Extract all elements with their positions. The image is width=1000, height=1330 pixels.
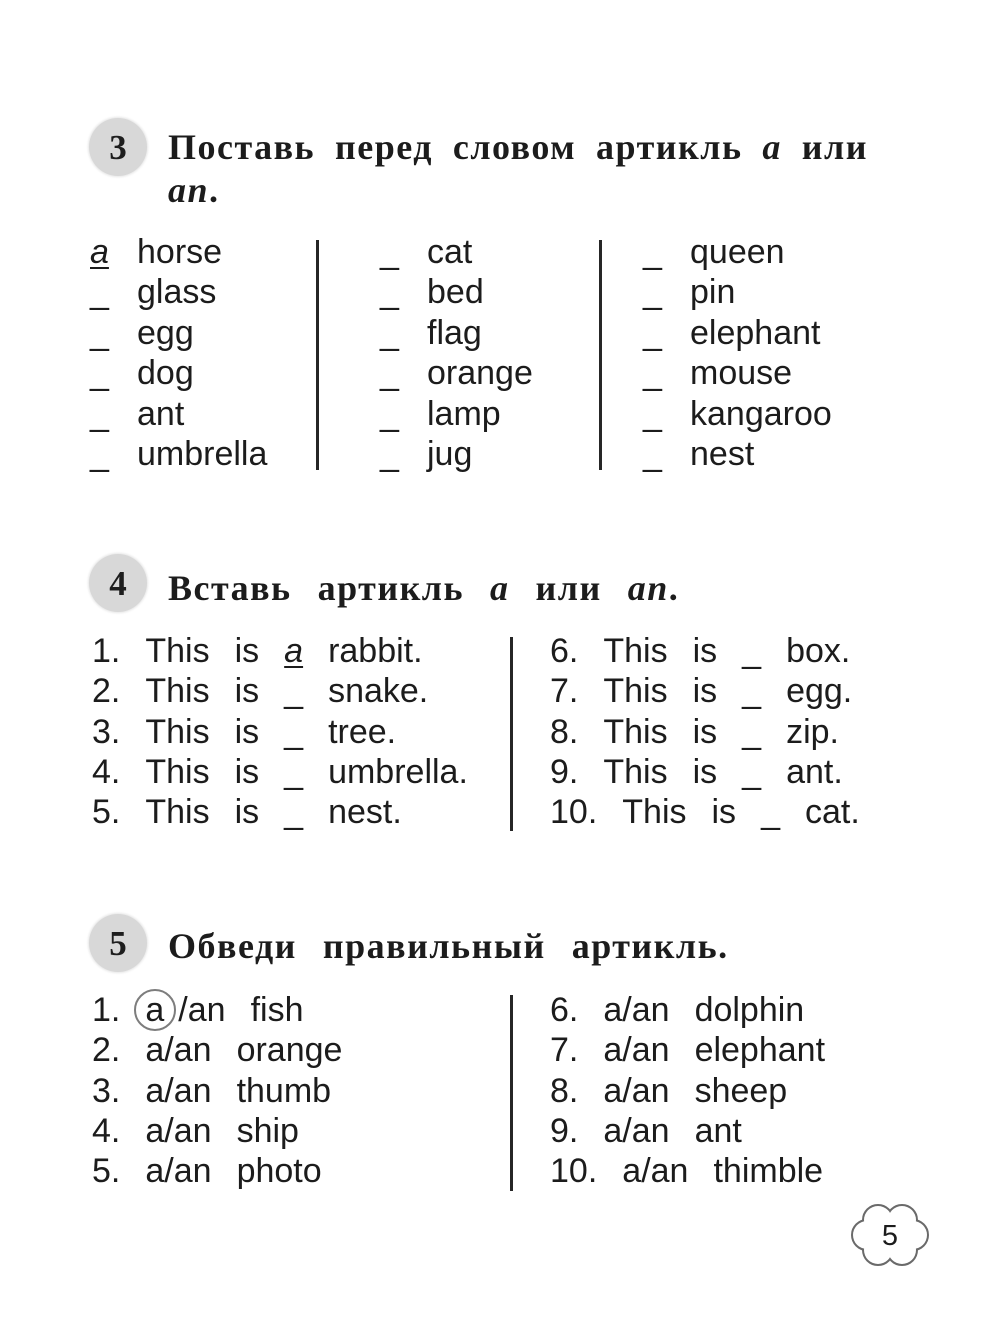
option-an: an xyxy=(173,1031,212,1070)
option-an: an xyxy=(631,1071,670,1110)
title-word: Обведи xyxy=(168,926,297,966)
word: mouse xyxy=(690,354,793,393)
word-item xyxy=(643,232,863,272)
item-number: 10. xyxy=(550,1152,598,1191)
sentence-word-is: is xyxy=(692,672,718,711)
article-blank: _ xyxy=(643,354,662,393)
sentence-word-is: is xyxy=(234,672,260,711)
word: egg xyxy=(137,313,194,352)
sentence-row xyxy=(92,792,468,832)
item-number: 8. xyxy=(550,1071,579,1110)
choice-row xyxy=(550,1151,825,1191)
option-a: a xyxy=(603,1031,623,1070)
sentence-column-right xyxy=(550,631,860,832)
sentence-word-this: This xyxy=(145,793,210,832)
word: glass xyxy=(137,273,217,312)
word: umbrella xyxy=(137,434,268,473)
word-item xyxy=(90,313,310,353)
exercise-title xyxy=(168,926,729,966)
article-blank: _ xyxy=(90,434,109,473)
sentence-word-this: This xyxy=(145,632,210,670)
choice-column-right xyxy=(550,990,825,1191)
article-blank: _ xyxy=(643,313,662,352)
title-ending xyxy=(628,568,680,608)
word: lamp xyxy=(427,394,501,433)
option-a xyxy=(145,990,164,1030)
sentence-word-this: This xyxy=(145,712,210,751)
word-item xyxy=(90,434,310,474)
option-an: an xyxy=(173,1111,212,1150)
article-blank: _ xyxy=(380,273,399,312)
article-blank: _ xyxy=(90,354,109,393)
sentence-noun: tree. xyxy=(328,712,397,751)
choice-word: ship xyxy=(236,1111,299,1150)
word-item xyxy=(90,394,310,434)
title-word: или xyxy=(535,568,602,608)
title-word: Вставь xyxy=(168,568,292,608)
article-options xyxy=(145,1030,211,1070)
article-options xyxy=(145,1151,211,1191)
title-article-a: a xyxy=(762,127,782,167)
word: ant xyxy=(137,394,185,433)
word: horse xyxy=(137,233,223,271)
sentence-word-this: This xyxy=(603,672,668,711)
item-number: 6. xyxy=(550,991,579,1029)
title-word: словом xyxy=(452,127,577,167)
title-word: Поставь xyxy=(168,127,316,167)
word: pin xyxy=(690,273,736,312)
word: queen xyxy=(690,233,785,271)
item-number: 8. xyxy=(550,712,579,751)
sentence-noun: nest. xyxy=(328,793,402,832)
word-item xyxy=(380,394,600,434)
choice-row xyxy=(92,1071,342,1111)
word: cat xyxy=(427,233,473,271)
article-blank: _ xyxy=(284,672,304,711)
option-a-text: a xyxy=(145,991,165,1029)
sentence-row xyxy=(550,671,860,711)
title-word: правильный xyxy=(322,926,546,966)
choice-word: ant xyxy=(694,1111,742,1150)
article-blank: _ xyxy=(643,394,662,433)
article-blank: _ xyxy=(742,712,762,751)
choice-row xyxy=(550,990,825,1030)
sentence-word-this: This xyxy=(622,793,687,832)
sentence-noun: snake. xyxy=(328,672,429,711)
option-separator: / xyxy=(622,1031,632,1070)
article-options xyxy=(145,1111,211,1151)
column-divider xyxy=(599,240,602,470)
choice-row xyxy=(92,1151,342,1191)
option-a: a xyxy=(622,1152,642,1191)
option-separator: / xyxy=(164,1071,174,1110)
choice-row xyxy=(550,1030,825,1070)
sentence-word-is: is xyxy=(234,712,260,751)
option-separator: / xyxy=(178,991,188,1029)
answer-circle xyxy=(134,989,176,1031)
option-an: an xyxy=(631,1031,670,1070)
article-blank: _ xyxy=(742,672,762,711)
article-blank: _ xyxy=(284,712,304,751)
article-blank: _ xyxy=(742,752,762,791)
word-item xyxy=(380,353,600,393)
article-blank: _ xyxy=(742,632,762,670)
sentence-word-is: is xyxy=(692,712,718,751)
article-blank: _ xyxy=(90,273,109,312)
word: bed xyxy=(427,273,484,312)
article-options xyxy=(603,990,669,1030)
title-word: перед xyxy=(334,127,433,167)
exercise-number-badge: 5 xyxy=(89,914,147,972)
choice-row xyxy=(92,1030,342,1070)
option-an: an xyxy=(173,1152,212,1191)
example-answer: a xyxy=(284,632,304,670)
sentence-row xyxy=(92,752,468,792)
sentence-row xyxy=(92,671,468,711)
article-blank: _ xyxy=(380,354,399,393)
word-item xyxy=(380,232,600,272)
title-word: или xyxy=(801,127,868,167)
sentence-word-this: This xyxy=(145,672,210,711)
sentence-word-this: This xyxy=(603,752,668,791)
choice-row xyxy=(92,990,342,1030)
choice-word: dolphin xyxy=(694,991,805,1029)
sentence-word-is: is xyxy=(234,793,260,832)
word: orange xyxy=(427,354,533,393)
article-options xyxy=(622,1151,688,1191)
article-blank: _ xyxy=(284,752,304,791)
choice-word: fish xyxy=(250,991,304,1029)
option-separator: / xyxy=(164,1031,174,1070)
item-number: 5. xyxy=(92,793,121,832)
item-number: 9. xyxy=(550,1111,579,1150)
sentence-noun: zip. xyxy=(786,712,839,751)
word-item xyxy=(643,313,863,353)
word-item xyxy=(380,434,600,474)
article-options xyxy=(603,1030,669,1070)
article-blank: _ xyxy=(643,434,662,473)
item-number: 3. xyxy=(92,712,121,751)
option-a: a xyxy=(145,1071,165,1110)
item-number: 10. xyxy=(550,793,598,832)
option-an: an xyxy=(631,1111,670,1150)
option-a: a xyxy=(145,1031,165,1070)
word-item xyxy=(643,272,863,312)
option-an: an xyxy=(631,991,670,1029)
sentence-noun: rabbit. xyxy=(328,632,423,670)
word-item xyxy=(90,272,310,312)
option-a: a xyxy=(603,1111,623,1150)
word-column-1 xyxy=(90,232,310,474)
page-number: 5 xyxy=(881,1220,899,1252)
item-number: 4. xyxy=(92,1111,121,1150)
choice-row xyxy=(92,1111,342,1151)
example-answer: a xyxy=(90,233,109,271)
item-number: 9. xyxy=(550,752,579,791)
word: dog xyxy=(137,354,194,393)
word: kangaroo xyxy=(690,394,832,433)
sentence-word-is: is xyxy=(711,793,737,832)
choice-word: orange xyxy=(236,1031,343,1070)
option-an: an xyxy=(187,991,226,1029)
choice-word: elephant xyxy=(694,1031,826,1070)
sentence-row xyxy=(92,712,468,752)
option-a: a xyxy=(603,991,623,1029)
page-number-badge xyxy=(850,1203,930,1267)
sentence-noun: ant. xyxy=(786,752,843,791)
word-item xyxy=(643,353,863,393)
option-an: an xyxy=(173,1071,212,1110)
exercise-title-continued xyxy=(168,170,220,210)
choice-row xyxy=(550,1111,825,1151)
item-number: 6. xyxy=(550,632,579,670)
column-divider xyxy=(510,995,513,1191)
title-punctuation: . xyxy=(209,170,220,210)
title-article-an: an xyxy=(168,170,210,210)
choice-word: thimble xyxy=(713,1152,824,1191)
sentence-word-this: This xyxy=(603,632,668,670)
item-number: 1. xyxy=(92,991,121,1029)
item-number: 2. xyxy=(92,1031,121,1070)
word-item xyxy=(643,434,863,474)
sentence-word-is: is xyxy=(692,632,718,670)
article-blank: _ xyxy=(380,434,399,473)
item-number: 3. xyxy=(92,1071,121,1110)
article-blank: _ xyxy=(380,233,399,271)
sentence-noun: box. xyxy=(786,632,851,670)
option-separator: / xyxy=(641,1152,651,1191)
article-blank: _ xyxy=(761,793,780,832)
word-column-3 xyxy=(643,232,863,474)
article-blank: _ xyxy=(284,793,304,832)
article-blank: _ xyxy=(90,313,109,352)
word: elephant xyxy=(690,313,821,352)
option-separator: / xyxy=(164,1152,174,1191)
option-separator: / xyxy=(164,1111,174,1150)
option-an: an xyxy=(650,1152,689,1191)
word-item xyxy=(90,353,310,393)
sentence-row xyxy=(550,712,860,752)
choice-word: sheep xyxy=(694,1071,788,1110)
exercise-title xyxy=(168,127,868,167)
sentence-word-is: is xyxy=(234,632,260,670)
sentence-row xyxy=(550,752,860,792)
article-options xyxy=(145,1071,211,1111)
article-options xyxy=(603,1071,669,1111)
choice-row xyxy=(550,1071,825,1111)
sentence-word-this: This xyxy=(145,752,210,791)
word: nest xyxy=(690,434,755,473)
article-options xyxy=(603,1111,669,1151)
article-blank: _ xyxy=(643,273,662,312)
title-article-an: an xyxy=(627,568,669,608)
exercise-number-badge: 4 xyxy=(89,554,147,612)
title-article-a: a xyxy=(490,568,510,608)
choice-word: photo xyxy=(236,1152,322,1191)
title-punctuation: . xyxy=(668,568,680,608)
sentence-noun: umbrella. xyxy=(328,752,468,791)
option-separator: / xyxy=(622,1111,632,1150)
word-item xyxy=(90,232,310,272)
sentence-row xyxy=(550,792,860,832)
option-separator: / xyxy=(622,991,632,1029)
sentence-word-is: is xyxy=(234,752,260,791)
column-divider xyxy=(510,637,513,831)
item-number: 7. xyxy=(550,672,579,711)
article-blank: _ xyxy=(90,394,109,433)
article-blank: _ xyxy=(380,394,399,433)
option-a: a xyxy=(603,1071,623,1110)
word: flag xyxy=(427,313,482,352)
article-options xyxy=(145,990,225,1030)
choice-column-left xyxy=(92,990,342,1191)
option-separator: / xyxy=(622,1071,632,1110)
sentence-row xyxy=(550,631,860,671)
exercise-number-badge: 3 xyxy=(89,118,147,176)
item-number: 2. xyxy=(92,672,121,711)
column-divider xyxy=(316,240,319,470)
option-a: a xyxy=(145,1111,165,1150)
title-word: артикль xyxy=(317,568,465,608)
sentence-noun: egg. xyxy=(786,672,853,711)
exercise-title xyxy=(168,568,679,608)
word-column-2 xyxy=(380,232,600,474)
word-item xyxy=(380,313,600,353)
sentence-word-is: is xyxy=(692,752,718,791)
article-blank: _ xyxy=(643,233,662,271)
word-item xyxy=(643,394,863,434)
title-word: артикль xyxy=(596,127,743,167)
sentence-noun: cat. xyxy=(804,793,860,832)
title-word: артикль. xyxy=(571,926,729,966)
sentence-column-left xyxy=(92,631,468,832)
option-a: a xyxy=(145,1152,165,1191)
item-number: 7. xyxy=(550,1031,579,1070)
sentence-word-this: This xyxy=(603,712,668,751)
item-number: 1. xyxy=(92,632,121,670)
word-item xyxy=(380,272,600,312)
item-number: 5. xyxy=(92,1152,121,1191)
item-number: 4. xyxy=(92,752,121,791)
choice-word: thumb xyxy=(236,1071,332,1110)
article-blank: _ xyxy=(380,313,399,352)
sentence-row xyxy=(92,631,468,671)
word: jug xyxy=(427,434,473,473)
